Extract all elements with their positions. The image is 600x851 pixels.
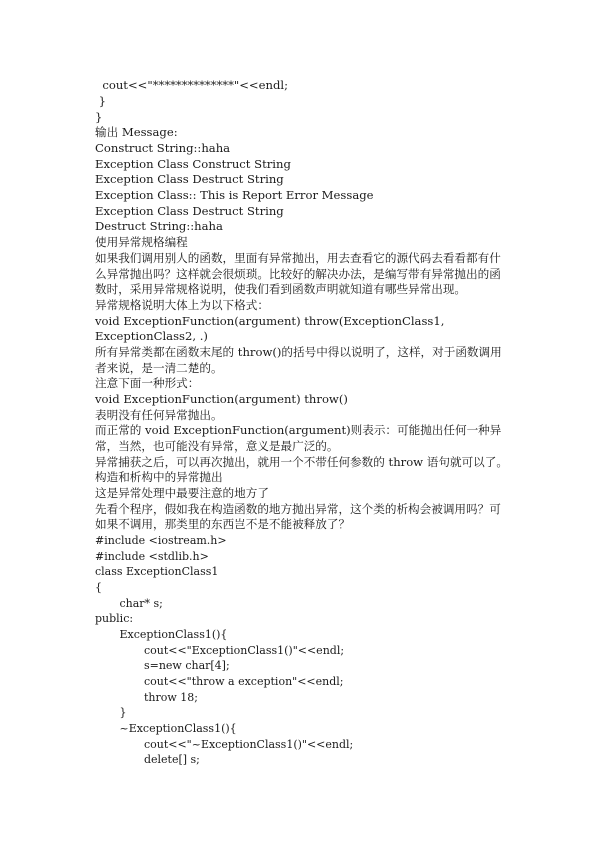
text-line: 这是异常处理中最要注意的地方了 (95, 486, 269, 500)
text-line: 数时，采用异常规格说明，使我们看到函数声明就知道有哪些异常出现。 (95, 282, 467, 296)
text-line: Construct String::haha (95, 141, 231, 155)
code-line: cout<<"throw a exception"<<endl; (95, 675, 344, 688)
text-line: Exception Class:: This is Report Error Message (95, 188, 374, 202)
text-line: } (95, 110, 103, 124)
code-line: throw 18; (95, 691, 198, 704)
text-line: 注意下面一种形式： (95, 376, 200, 390)
text-line: void ExceptionFunction(argument) throw() (95, 392, 348, 406)
text-line: } (95, 94, 107, 108)
text-line: 所有异常类都在函数末尾的 throw()的括号中得以说明了，这样，对于函数调用 (95, 345, 502, 359)
text-line: 表明没有任何异常抛出。 (95, 408, 223, 422)
text-line: Exception Class Destruct String (95, 172, 284, 186)
code-line: } (95, 706, 127, 719)
text-line: 异常规格说明大体上为以下格式： (95, 298, 269, 312)
text-line: 如果我们调用别人的函数，里面有异常抛出，用去查看它的源代码去看看都有什 (95, 251, 501, 265)
text-line: 异常捕获之后，可以再次抛出，就用一个不带任何参数的 throw 语句就可以了。 (95, 455, 508, 469)
code-line: #include <iostream.h> (95, 534, 227, 547)
text-line: Exception Class Destruct String (95, 204, 284, 218)
section-heading: 使用异常规格编程 (95, 235, 188, 249)
text-line: 者来说，是一清二楚的。 (95, 361, 223, 375)
code-line: s=new char[4]; (95, 659, 230, 672)
text-line: 先看个程序，假如我在构造函数的地方抛出异常，这个类的析构会被调用吗？可 (95, 502, 501, 516)
code-line: delete[] s; (95, 753, 200, 766)
code-line: cout<<"~ExceptionClass1()"<<endl; (95, 738, 354, 751)
text-line: 而正常的 void ExceptionFunction(argument)则表示：可能抛出任何一种异 (95, 423, 502, 437)
code-line: { (95, 581, 102, 594)
text-line: ExceptionClass2, .) (95, 329, 208, 343)
code-line: #include <stdlib.h> (95, 550, 209, 563)
code-line: ~ExceptionClass1(){ (95, 722, 237, 735)
text-line: 如果不调用，那类里的东西岂不是不能被释放了？ (95, 517, 351, 531)
text-line: void ExceptionFunction(argument) throw(ExceptionClass1, (95, 314, 445, 328)
code-line: public: (95, 612, 134, 625)
code-line: char* s; (95, 597, 163, 610)
code-line: class ExceptionClass1 (95, 565, 219, 578)
text-line: Exception Class Construct String (95, 157, 291, 171)
text-line: 输出 Message: (95, 125, 178, 139)
text-line: Destruct String::haha (95, 219, 223, 233)
section-heading: 构造和析构中的异常抛出 (95, 470, 223, 484)
code-line: cout<<"ExceptionClass1()"<<endl; (95, 644, 345, 657)
code-line: ExceptionClass1(){ (95, 628, 228, 641)
text-line: 么异常抛出吗？这样就会很烦琐。比较好的解决办法，是编写带有异常抛出的函 (95, 267, 501, 281)
text-line: 常，当然，也可能没有异常，意义是最广泛的。 (95, 439, 339, 453)
text-line: cout<<"**************"<<endl; (95, 78, 289, 92)
